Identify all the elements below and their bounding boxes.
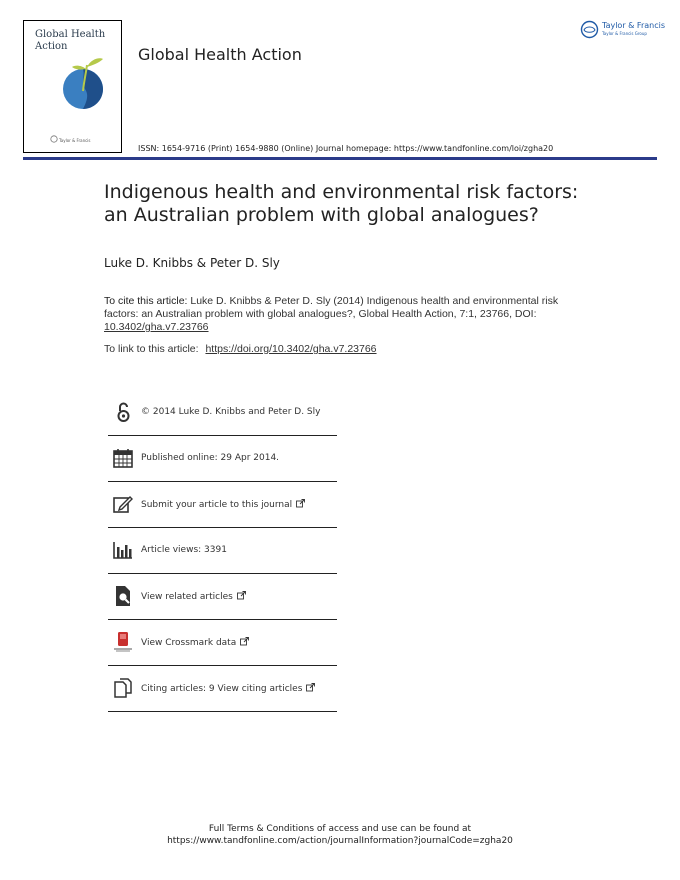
edit-icon (112, 493, 134, 515)
crossmark-icon (112, 631, 134, 653)
published-row (108, 436, 337, 482)
journal-cover (23, 20, 122, 153)
publisher-logo[interactable] (580, 20, 670, 42)
calendar-icon (112, 447, 134, 469)
citation-text: Luke D. Knibbs & Peter D. Sly (2014) Indigenous health and environmental risk factors: an Australian problem with global analogues?, Global Health Action, 7:1, 23766, DOI: (104, 295, 559, 320)
citing-articles-link[interactable] (141, 683, 315, 694)
footer-line1: Full Terms & Conditions of access and use can be found at (208, 824, 472, 834)
views-row (108, 528, 337, 574)
article-views-label: Article views: 3391 (141, 545, 227, 555)
issn-line: ISSN: 1654-9716 (Print) 1654-9880 (Online) Journal homepage: https://www.tandfonline.com/loi/zgha20 (138, 144, 554, 153)
publisher-logo-subtext: Taylor & Francis Group (602, 31, 647, 36)
search-document-icon (112, 585, 134, 607)
citation-block (104, 295, 574, 334)
article-title-line2: an Australian problem with global analogues? (104, 204, 539, 226)
cover-logo-icon (59, 51, 109, 113)
header-divider (23, 157, 657, 160)
copy-icon (112, 677, 134, 699)
article-link-line (104, 343, 377, 355)
tf-logo-icon (580, 20, 599, 39)
footer-terms-link[interactable]: https://www.tandfonline.com/action/journalInformation?journalCode=zgha20 (167, 836, 513, 846)
external-link-icon (240, 637, 249, 646)
citing-articles-label: Citing articles: 9 View citing articles (141, 684, 303, 694)
article-title (104, 181, 624, 227)
crossmark-row[interactable] (108, 620, 337, 666)
cover-publisher: Taylor & Francis (59, 138, 91, 143)
journal-name[interactable]: Global Health Action (138, 45, 302, 64)
external-link-icon (237, 591, 246, 600)
crossmark-link[interactable] (141, 637, 249, 648)
article-doi-link[interactable]: https://doi.org/10.3402/gha.v7.23766 (205, 343, 377, 355)
submit-article-label: Submit your article to this journal (141, 500, 293, 510)
related-row[interactable] (108, 574, 337, 620)
related-articles-label: View related articles (141, 592, 233, 602)
cover-title: Global Health Action (35, 29, 106, 52)
cover-publisher-logo-icon (50, 135, 58, 143)
publisher-logo-text: Taylor & Francis (602, 21, 665, 30)
footer (0, 823, 680, 847)
open-access-icon (112, 401, 134, 423)
citation-doi-link[interactable]: 10.3402/gha.v7.23766 (104, 321, 209, 333)
citation-label: To cite this article: (104, 295, 188, 307)
external-link-icon (306, 683, 315, 692)
related-articles-link[interactable] (141, 591, 246, 602)
submit-row[interactable] (108, 482, 337, 528)
article-link-label: To link to this article: (104, 343, 199, 355)
article-title-line1: Indigenous health and environmental risk factors: (104, 181, 579, 203)
submit-article-link[interactable] (141, 499, 305, 510)
article-authors: Luke D. Knibbs & Peter D. Sly (104, 256, 280, 270)
bar-chart-icon (112, 539, 134, 561)
external-link-icon (296, 499, 305, 508)
citing-row[interactable] (108, 666, 337, 712)
open-access-row (108, 390, 337, 436)
published-label: Published online: 29 Apr 2014. (141, 453, 280, 463)
article-info-list (108, 390, 337, 712)
copyright-label: © 2014 Luke D. Knibbs and Peter D. Sly (141, 407, 321, 417)
crossmark-label: View Crossmark data (141, 638, 237, 648)
